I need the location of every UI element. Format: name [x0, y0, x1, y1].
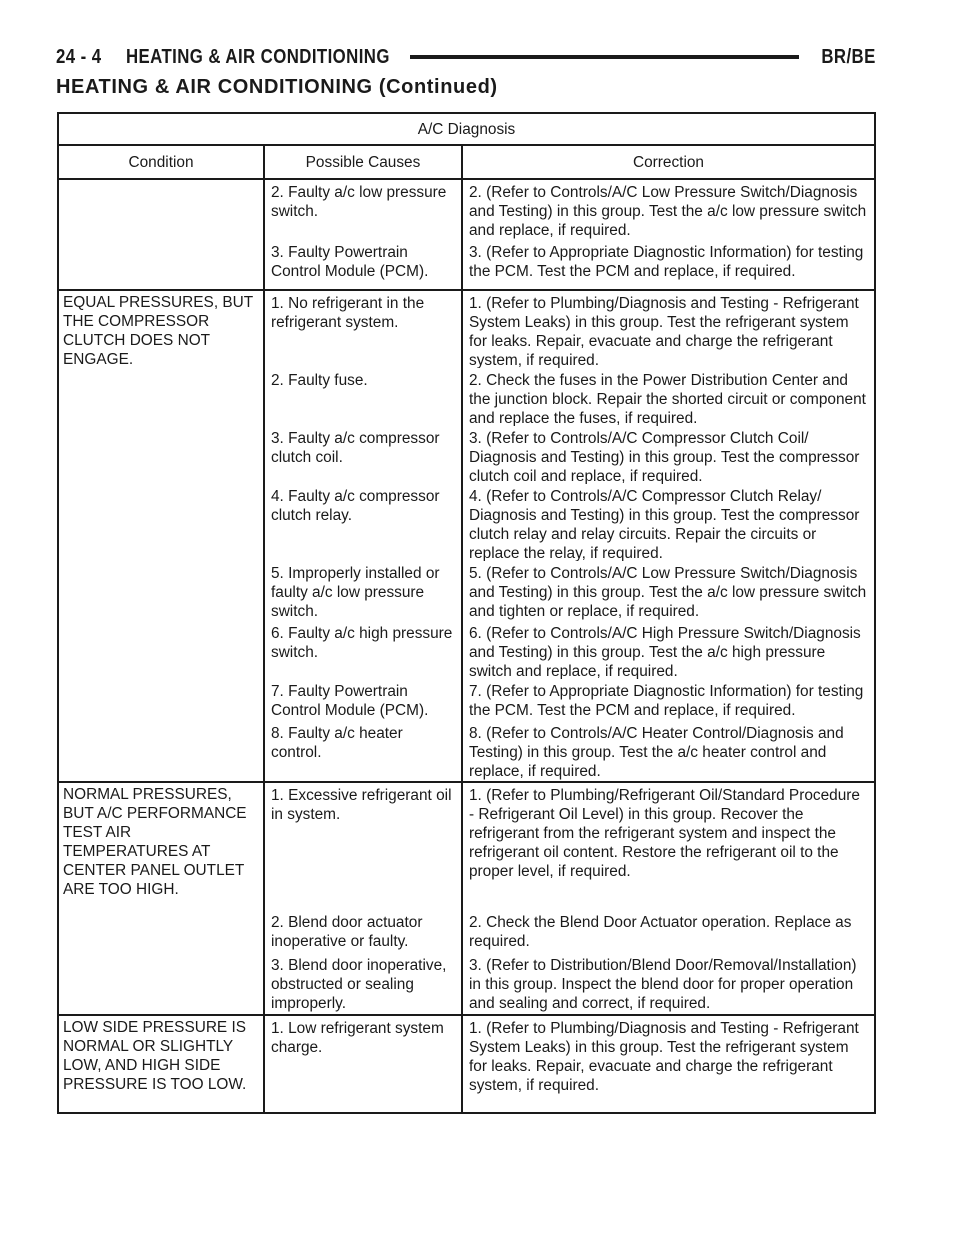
cause-entry: 3. Faulty a/c compressor clutch coil.: [271, 430, 440, 466]
correction-cell: [462, 179, 875, 290]
cause-entry: 4. Faulty a/c compressor clutch relay.: [271, 488, 440, 524]
diagnosis-table: [57, 112, 876, 1114]
cause-entry: 1. Excessive refrigerant oil in system.: [271, 787, 452, 823]
correction-entry: 7. (Refer to Appropriate Diagnostic Information) for testing the PCM. Test the PCM and replace, if required.: [469, 683, 864, 719]
correction-entry: 2. Check the fuses in the Power Distribution Center and the junction block. Repair the shorted circuit or component and replace the fuses, if required.: [469, 372, 866, 426]
correction-entry: 2. Check the Blend Door Actuator operation. Replace as required.: [469, 914, 852, 950]
correction-cell: [462, 1015, 875, 1113]
condition-cell: EQUAL PRESSURES, BUT THE COMPRESSOR CLUTCH DOES NOT ENGAGE.: [58, 290, 264, 782]
correction-entry: 8. (Refer to Controls/A/C Heater Control/Diagnosis and Testing) in this group. Test the a/c heater control and replace, if required.: [469, 725, 844, 780]
cause-entry: 3. Blend door inoperative, obstructed or sealing improperly.: [271, 957, 447, 1012]
section-title: HEATING & AIR CONDITIONING: [126, 45, 391, 68]
correction-entry: 2. (Refer to Controls/A/C Low Pressure Switch/Diagnosis and Testing) in this group. Test the a/c low pressure switch and replace, if required.: [469, 184, 867, 239]
continued-title: HEATING & AIR CONDITIONING (Continued): [56, 76, 498, 98]
table-row: [58, 782, 875, 1015]
cause-entry: 1. Low refrigerant system charge.: [271, 1020, 444, 1056]
column-header-correction: Correction: [462, 145, 875, 179]
column-header-causes: Possible Causes: [264, 145, 462, 179]
cause-entry: 8. Faulty a/c heater control.: [271, 725, 403, 761]
page-number: 24 - 4: [56, 45, 102, 68]
correction-entry: 6. (Refer to Controls/A/C High Pressure Switch/Diagnosis and Testing) in this group. Test the a/c high pressure switch and replace, if required.: [469, 625, 861, 679]
possible-causes-cell: [264, 179, 462, 290]
correction-entry: 4. (Refer to Controls/A/C Compressor Clutch Relay/ Diagnosis and Testing) in this group. Test the compressor clutch relay and relay circuits. Repair the circuits or replace the relay, if required.: [469, 488, 860, 561]
correction-entry: 1. (Refer to Plumbing/Refrigerant Oil/Standard Procedure - Refrigerant Oil Level) in this group. Recover the refrigerant from the refrigerant system and inspect the refrigerant oil content. Restore the refrigerant oil to the proper level, if required.: [469, 787, 860, 880]
table-row: [58, 290, 875, 782]
condition-cell: NORMAL PRESSURES, BUT A/C PERFORMANCE TEST AIR TEMPERATURES AT CENTER PANEL OUTLET ARE TOO HIGH.: [58, 782, 264, 1015]
table-row: [58, 179, 875, 290]
possible-causes-cell: [264, 290, 462, 782]
column-header-condition: Condition: [58, 145, 264, 179]
condition-cell: LOW SIDE PRESSURE IS NORMAL OR SLIGHTLY LOW, AND HIGH SIDE PRESSURE IS TOO LOW.: [58, 1015, 264, 1113]
table-row: [58, 1015, 875, 1113]
cause-entry: 1. No refrigerant in the refrigerant system.: [271, 295, 425, 331]
correction-entry: 1. (Refer to Plumbing/Diagnosis and Testing - Refrigerant System Leaks) in this group. Test the refrigerant system for leaks. Repair, evacuate and charge the refrigerant system, if required.: [469, 295, 859, 368]
correction-cell: [462, 782, 875, 1015]
correction-entry: 3. (Refer to Appropriate Diagnostic Information) for testing the PCM. Test the PCM and replace, if required.: [469, 244, 864, 280]
correction-entry: 3. (Refer to Controls/A/C Compressor Clutch Coil/ Diagnosis and Testing) in this group. Test the compressor clutch coil and replace, if required.: [469, 430, 860, 484]
cause-entry: 5. Improperly installed or faulty a/c low pressure switch.: [271, 565, 440, 620]
column-header-row: [58, 145, 875, 179]
condition-cell: [58, 179, 264, 290]
cause-entry: 3. Faulty Powertrain Control Module (PCM).: [271, 244, 429, 280]
table-body: [58, 179, 875, 1113]
table-caption: A/C Diagnosis: [58, 113, 875, 145]
correction-entry: 3. (Refer to Distribution/Blend Door/Removal/Installation) in this group. Inspect the blend door for proper operation and sealing and correct, if required.: [469, 957, 857, 1012]
cause-entry: 6. Faulty a/c high pressure switch.: [271, 625, 453, 661]
correction-entry: 5. (Refer to Controls/A/C Low Pressure Switch/Diagnosis and Testing) in this group. Test the a/c low pressure switch and tighten or replace, if required.: [469, 565, 867, 620]
cause-entry: 7. Faulty Powertrain Control Module (PCM).: [271, 683, 429, 719]
cause-entry: 2. Blend door actuator inoperative or faulty.: [271, 914, 423, 950]
correction-cell: [462, 290, 875, 782]
possible-causes-cell: [264, 1015, 462, 1113]
possible-causes-cell: [264, 782, 462, 1015]
header-rule: [410, 55, 799, 59]
cause-entry: 2. Faulty fuse.: [271, 372, 368, 389]
model-code: BR/BE: [821, 45, 876, 68]
correction-entry: 1. (Refer to Plumbing/Diagnosis and Testing - Refrigerant System Leaks) in this group. Test the refrigerant system for leaks. Repair, evacuate and charge the refrigerant system, if required.: [469, 1020, 859, 1094]
page-header: [56, 44, 876, 70]
cause-entry: 2. Faulty a/c low pressure switch.: [271, 184, 447, 220]
